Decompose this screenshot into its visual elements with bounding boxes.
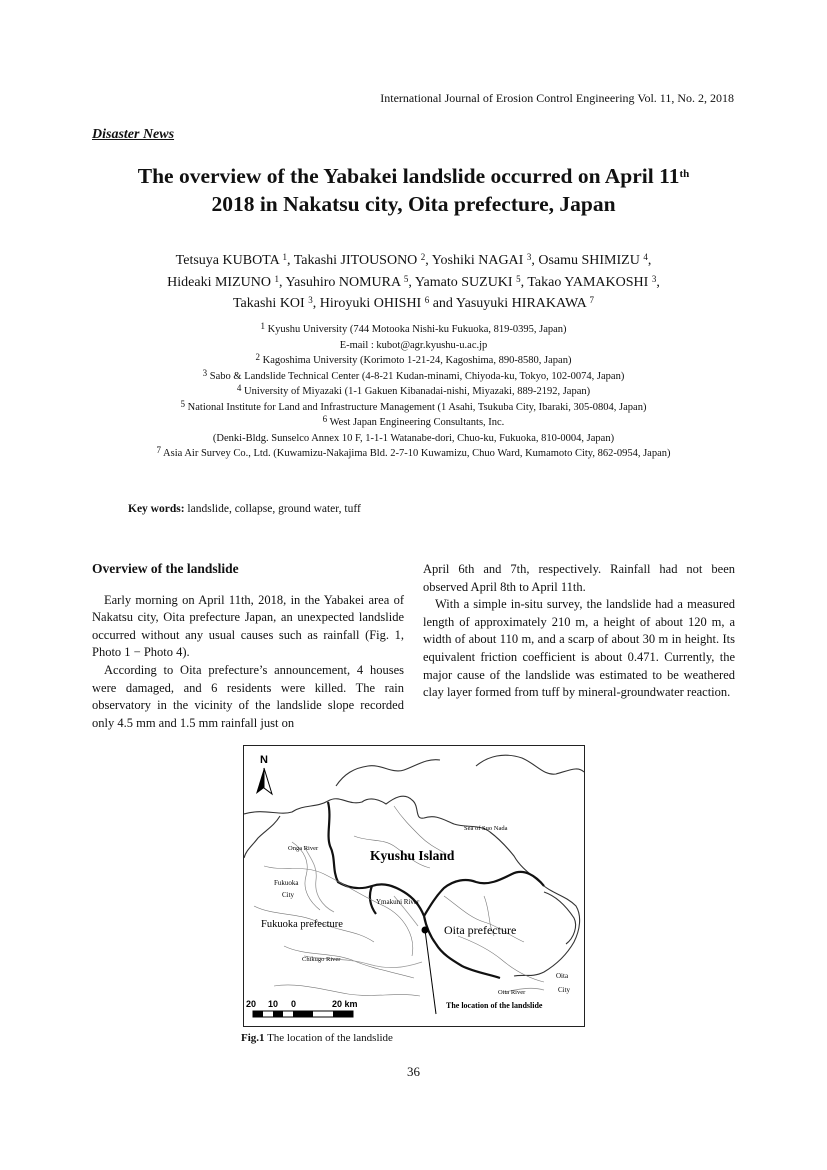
coastline-honshu (476, 755, 584, 774)
kunisaki-coast (544, 892, 576, 944)
label-island: Kyushu Island (370, 848, 455, 863)
keywords-label: Key words: (128, 503, 185, 515)
paper-title (92, 162, 735, 218)
affiliation: $^2$ Kagoshima University (Korimoto 1-21-24, Kagoshima, 890-8580, Japan) (255, 352, 572, 366)
location-map-figure (243, 745, 585, 1027)
label-fukuoka-city: Fukuoka (274, 879, 299, 887)
author: Takashi KOI $^3$ (232, 295, 313, 311)
figure-caption (241, 1032, 393, 1044)
coastline-west (244, 816, 280, 858)
affiliation-address: (Denki-Bldg. Sunselco Annex 10 F, 1-1-1 Watanabe-dori, Chuo-ku, Fukuoka, 810-0004, Japan) (212, 432, 615, 444)
journal-header: International Journal of Erosion Control Engineering Vol. 11, No. 2, 2018 (380, 91, 734, 105)
label-oita-city: Oita (556, 972, 569, 980)
section-tag: Disaster News (92, 127, 175, 142)
section-heading: Overview of the landslide (92, 561, 239, 576)
label-landslide-location: The location of the landslide (446, 1001, 543, 1010)
label-oita-city-2: City (558, 986, 571, 994)
label-oita-river: Oita River (498, 989, 526, 996)
author: Yamato SUZUKI $^5$ (414, 273, 521, 290)
label-chikugo-river: Chikugo River (302, 956, 341, 963)
page-number: 36 (407, 1064, 420, 1079)
author: Hiroyuki OHISHI $^6$ (319, 295, 430, 311)
label-sea: Sea of Suo Nada (464, 825, 508, 832)
svg-text:10: 10 (268, 999, 279, 1009)
author: Yasuhiro NOMURA $^5$ (285, 273, 409, 290)
svg-text:20 km: 20 km (332, 999, 358, 1009)
svg-text:20: 20 (246, 999, 257, 1009)
map-svg (244, 746, 584, 1026)
label-fukuoka-city-2: City (282, 891, 295, 899)
oita-boundary (424, 872, 544, 916)
affiliation-list (92, 322, 735, 462)
affiliation: $^5$ National Institute for Land and Infrastructure Management (1 Asahi, Tsukuba City, Ibaraki, 305-0804, Japan) (180, 398, 647, 413)
coastline-strait (336, 760, 440, 786)
author: Osamu SHIMIZU $^4$ (538, 252, 648, 268)
title-line-2: 2018 in Nakatsu city, Oita prefecture, Japan (211, 192, 616, 216)
paragraph: With a simple in-situ survey, the landslide had a measured length of approximately 210 m, a height of about 120 m, a width of about 110 m, and a scarp of about 30 m in height. Its equivalent friction coefficient is about 0.471. Currently, the major cause of the landslide was estimated to be weathered clay layer formed from tuff by mineral-groundwater reaction. (423, 597, 735, 700)
affiliation: $^4$ University of Miyazaki (1-1 Gakuen Kibanadai-nishi, Miyazaki, 889-2192, Japan) (236, 383, 591, 397)
author: Hideaki MIZUNO $^1$ (167, 273, 279, 290)
affiliation: $^3$ Sabo & Landslide Technical Center (4-8-21 Kudan-minami, Chiyoda-ku, Tokyo, 102-0074, Japan) (202, 367, 625, 382)
body-column-right (423, 561, 735, 702)
caption-label: Fig.1 (241, 1032, 265, 1044)
keywords-text: landslide, collapse, ground water, tuff (187, 503, 361, 515)
affiliation: $^6$ West Japan Engineering Consultants, Inc. (322, 414, 505, 428)
label-fukuoka-prefecture: Fukuoka prefecture (261, 919, 343, 930)
svg-text:0: 0 (291, 999, 297, 1009)
author-list: Tetsuya KUBOTA $^1$, Takashi JITOUSONO $^2$, Yoshiki NAGAI $^3$, Osamu SHIMIZU $^4$, Hideaki MIZUNO $^1$, Yasuhiro NOMURA $^5$, Yamato SUZUKI $^5$, Takao YAMAKOSHI $^3$, Takashi KOI $^3$, Hiroyuki OHISHI $^6$ and Yasuyuki HIRAKAWA $^7$ (167, 252, 660, 311)
scale-bar (246, 999, 358, 1017)
author: Takao YAMAKOSHI $^3$ (527, 273, 657, 290)
author: Yasuyuki HIRAKAWA $^7$ (455, 295, 595, 311)
north-label: N (260, 754, 268, 766)
label-onga-river: Onga River (288, 845, 319, 852)
title-superscript: th (679, 168, 690, 180)
title-line-1: The overview of the Yabakei landslide occurred on April 11 (137, 164, 680, 188)
caption-text: The location of the landslide (264, 1032, 393, 1044)
affiliation: $^1$ Kyushu University (744 Motooka Nishi-ku Fukuoka, 819-0395, Japan) (260, 321, 567, 335)
body-column-left (92, 560, 404, 732)
label-oita-prefecture: Oita prefecture (444, 923, 517, 937)
keywords (128, 503, 361, 515)
north-arrow-icon (256, 768, 272, 794)
label-ymakuni-river: Ymakuni River (376, 898, 420, 906)
author: Takashi JITOUSONO $^2$ (293, 252, 426, 268)
paragraph: Early morning on April 11th, 2018, in the Yabakei area of Nakatsu city, Oita prefecture Japan, an unexpected landslide occurred without any usual causes such as rainfall (Fig. 1, Photo 1 − Photo 4). (92, 592, 404, 660)
affiliation-email: E-mail : kubot@agr.kyushu-u.ac.jp (339, 339, 488, 351)
author: Yoshiki NAGAI $^3$ (431, 252, 532, 268)
paragraph: According to Oita prefecture’s announcement, 4 houses were damaged, and 6 residents were killed. The rain observatory in the vicinity of the landslide slope recorded only 4.5 mm and 1.5 mm rainfall just on (92, 662, 404, 730)
paragraph-continued: April 6th and 7th, respectively. Rainfall had not been observed April 8th to April 11th. (423, 562, 735, 594)
affiliation: $^7$ Asia Air Survey Co., Ltd. (Kuwamizu-Nakajima Bld. 2-7-10 Kuwamizu, Chuo Ward, Kumamoto City, 862-0954, Japan) (156, 445, 671, 459)
author: Tetsuya KUBOTA $^1$ (175, 252, 287, 268)
